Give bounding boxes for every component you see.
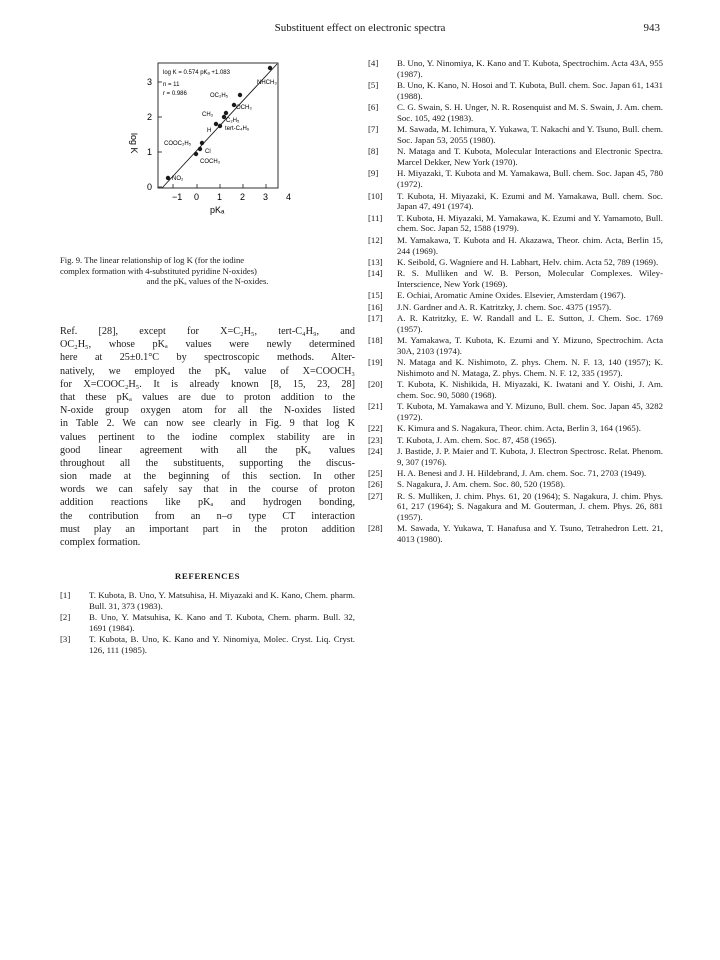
reference-number: [7] [368, 124, 379, 135]
x-tick-label: 1 [217, 192, 223, 202]
reference-number: [26] [368, 479, 383, 490]
reference-number: [5] [368, 80, 379, 91]
references-heading: REFERENCES [174, 571, 241, 582]
reference-item [368, 446, 663, 468]
body-line: Ref. [28], except for X=C₂H₅, tert-C₄H₉, and [60, 326, 355, 337]
body-line: addition reactions like pKₐ and hydrogen bonding, [60, 497, 355, 509]
right-column [368, 58, 663, 546]
reference-number: [12] [368, 234, 383, 245]
body-line: throughout all the substituents, supporting the discus- [60, 457, 355, 469]
caption-line: Fig. 9. The linear relationship of log K (for the iodine [60, 255, 245, 265]
x-tick-label: 2 [240, 192, 246, 202]
reference-text: E. Ochiai, Aromatic Amine Oxides. Elsevier, Amsterdam (1967). [397, 290, 626, 301]
reference-number: [16] [368, 301, 383, 312]
reference-number: [11] [368, 212, 383, 223]
reference-text: T. Kubota, H. Miyazaki, M. Yamakawa, K. Ezumi and Y. Yamamoto, Bull. chem. Soc. Japan 52, 1588 (1979). [397, 212, 663, 234]
reference-item [368, 423, 663, 434]
reference-item [368, 357, 663, 379]
reference-text: K. Seibold, G. Wagniere and H. Labhart, Helv. chim. Acta 52, 789 (1969). [397, 256, 659, 267]
reference-number: [8] [368, 146, 379, 157]
reference-number: [1] [60, 590, 71, 601]
reference-item [368, 335, 663, 357]
body-line: for X=COOC₂H₅. It is already known [8, 15, 23, 28] [60, 378, 355, 390]
reference-number: [6] [368, 102, 379, 113]
body-line: N-oxide group oxygen atom for all the N-oxides listed [60, 405, 355, 417]
body-line: OC₂H₅, whose pKₐ values were newly determined [60, 339, 355, 351]
body-line: the contribution from an n–σ type CT interaction [60, 510, 355, 522]
reference-text: J.N. Gardner and A. R. Katritzky, J. chem. Soc. 4375 (1957). [397, 301, 612, 312]
x-axis-label: pKₐ [210, 205, 225, 215]
y-tick-label: 3 [147, 77, 153, 87]
body-line: sion made at the beginning of this section. In other [60, 471, 355, 483]
reference-number: [10] [368, 190, 383, 201]
body-line: here at 25±0.1°C by spectroscopic methods. Alter- [60, 352, 355, 364]
y-axis-label: log K [129, 133, 139, 154]
reference-item [368, 290, 663, 301]
reference-item [368, 491, 663, 523]
reference-text: T. Kubota, M. Yamakawa and Y. Mizuno, Bull. chem. Soc. Japan 45, 3282 (1972). [397, 401, 663, 422]
data-point [238, 93, 242, 97]
reference-item [368, 146, 663, 168]
left-column [60, 325, 355, 656]
n-label: n = 11 [163, 82, 180, 88]
data-point [268, 66, 272, 70]
data-point [224, 111, 228, 115]
point-label: OC₂H₅ [210, 93, 229, 99]
point-label: COOC₂H₅ [164, 141, 192, 147]
reference-text: J. Bastide, J. P. Maier and T. Kubota, J. Electron Spectrosc. Relat. Phenom. 9, 307 (1976). [397, 445, 663, 467]
reference-list-right [368, 58, 663, 545]
body-line: words we can safely say that in the course of proton [60, 484, 355, 496]
data-point [200, 141, 204, 145]
reference-text: N. Mataga and T. Kubota, Molecular Interactions and Electronic Spectra. Marcel Dekker, New York (1970). [397, 146, 663, 168]
reference-item [368, 468, 663, 479]
body-line: good linear agreement with all the pKₐ values [60, 444, 355, 456]
running-title: Substituent effect on electronic spectra [274, 22, 446, 34]
reference-list-left [60, 590, 355, 656]
point-label: COCH₃ [200, 159, 221, 165]
x-tick-label: 0 [194, 192, 200, 202]
reference-item [368, 235, 663, 257]
reference-item [368, 523, 663, 545]
reference-number: [19] [368, 357, 383, 368]
reference-text: M. Sawada, Y. Yukawa, T. Hanafusa and Y. Tsuno, Tetrahedron Lett. 21, 4013 (1980). [397, 523, 663, 545]
body-line: natively, we employed the pKₐ value of X=COOCH₃ [60, 365, 355, 377]
reference-item [368, 302, 663, 313]
reference-number: [2] [60, 612, 71, 623]
reference-number: [13] [368, 256, 383, 267]
reference-number: [3] [60, 634, 71, 645]
reference-item [368, 58, 663, 80]
reference-item [60, 634, 355, 656]
reference-text: T. Kubota, J. Am. chem. Soc. 87, 458 (1965). [397, 434, 557, 445]
reference-number: [23] [368, 434, 383, 445]
reference-text: M. Yamakawa, T. Kubota and H. Akazawa, Theor. chim. Acta, Berlin 15, 244 (1969). [397, 234, 663, 256]
reference-number: [14] [368, 268, 383, 279]
reference-number: [4] [368, 58, 379, 68]
reference-item [368, 313, 663, 335]
reference-text: M. Yamakawa, T. Kubota, K. Ezumi and Y. Mizuno, Spectrochim. Acta 30A, 2103 (1974). [397, 334, 663, 356]
page-number: 943 [643, 22, 660, 34]
reference-text: R. S. Mulliken, J. chim. Phys. 61, 20 (1964); S. Nagakura, J. chim. Phys. 61, 217 (1964); S. Nagakura and M. Gouterman, J. chem. Phys. 26, 881 (1957). [397, 490, 663, 523]
y-tick-label: 0 [147, 182, 153, 192]
point-label: NHCH₃ [257, 80, 277, 86]
reference-text: T. Kubota, B. Uno, K. Kano and Y. Ninomiya, Molec. Cryst. Liq. Cryst. 126, 111 (1985). [89, 634, 355, 656]
reference-number: [27] [368, 490, 383, 501]
reference-text: T. Kubota, K. Nishikida, H. Miyazaki, K. Iwatani and Y. Oishi, J. Am. chem. Soc. 90, 5080 (1968). [397, 379, 663, 400]
reference-item [368, 124, 663, 146]
r-label: r = 0.986 [163, 91, 187, 97]
reference-text: A. R. Katritzky, E. W. Randall and L. E. Sutton, J. Chem. Soc. 1769 (1957). [397, 312, 663, 334]
figure-9-plot [60, 55, 360, 250]
reference-item [60, 590, 355, 612]
y-tick-label: 1 [147, 147, 153, 157]
x-tick-label: −1 [172, 192, 183, 202]
x-tick-label: 3 [263, 192, 269, 202]
reference-text: H. A. Benesi and J. H. Hildebrand, J. Am. chem. Soc. 71, 2703 (1949). [397, 467, 647, 478]
reference-item [368, 268, 663, 290]
reference-number: [15] [368, 290, 383, 301]
data-point [218, 124, 222, 128]
caption-line: and the pKₐ values of the N-oxides. [146, 276, 269, 286]
point-label: OCH₃ [236, 105, 252, 111]
data-point [198, 147, 202, 151]
reference-text: B. Uno, Y. Ninomiya, K. Kano and T. Kubota, Spectrochim. Acta 43A, 955 (1987). [397, 58, 663, 79]
reference-number: [18] [368, 334, 383, 345]
reference-item [368, 213, 663, 235]
point-label: tert-C₄H₉ [225, 126, 250, 132]
reference-number: [25] [368, 467, 383, 478]
point-label: H [207, 128, 212, 134]
reference-number: [9] [368, 168, 379, 179]
reference-text: C. G. Swain, S. H. Unger, N. R. Rosenquist and M. S. Swain, J. Am. chem. Soc. 105, 492 (1983). [397, 102, 663, 123]
y-tick-label: 2 [147, 112, 153, 122]
reference-item [368, 168, 663, 190]
data-point [194, 152, 198, 156]
data-point [166, 176, 170, 180]
page-header [60, 22, 660, 42]
reference-text: H. Miyazaki, T. Kubota and M. Yamakawa, Bull. chem. Soc. Japan 45, 780 (1972). [397, 168, 663, 190]
figure-caption [60, 255, 355, 287]
reference-number: [28] [368, 523, 383, 534]
reference-number: [21] [368, 401, 383, 412]
body-line: must play an important part in the proton addition [60, 523, 355, 535]
reference-text: M. Sawada, M. Ichimura, Y. Yukawa, T. Nakachi and Y. Tsuno, Bull. chem. Soc. Japan 53, 2055 (1980). [397, 124, 663, 146]
reference-item [368, 80, 663, 102]
point-label: C₂H₅ [226, 118, 240, 124]
body-line: values pertinent to the iodine complex stability are in [60, 431, 355, 443]
reference-item [368, 379, 663, 401]
x-tick-label: 4 [286, 192, 292, 202]
body-paragraph [60, 325, 355, 549]
point-label: NO₂ [172, 176, 184, 182]
reference-item [368, 102, 663, 124]
reference-number: [17] [368, 312, 383, 323]
reference-item [60, 612, 355, 634]
point-label: Cl [205, 149, 211, 155]
reference-item [368, 479, 663, 490]
reference-item [368, 191, 663, 213]
body-line: in Table 2. We can now see clearly in Fig. 9 that log K [60, 418, 355, 430]
reference-number: [20] [368, 379, 383, 390]
reference-item [368, 435, 663, 446]
reference-number: [24] [368, 445, 383, 456]
regression-equation: log K = 0.574 pKₐ +1.083 [163, 70, 230, 76]
body-line: that these pKₐ values are due to proton addition to the [60, 391, 355, 403]
reference-item [368, 401, 663, 423]
reference-text: R. S. Mulliken and W. B. Person, Molecular Complexes. Wiley-Interscience, New York (1969). [397, 268, 663, 289]
reference-text: S. Nagakura, J. Am. chem. Soc. 80, 520 (1958). [397, 479, 566, 490]
point-label: CH₃ [202, 112, 214, 118]
reference-text: B. Uno, Y. Matsuhisa, K. Kano and T. Kubota, Chem. pharm. Bull. 32, 1691 (1984). [89, 612, 355, 634]
reference-item [368, 257, 663, 268]
body-line: complex formation. [60, 537, 141, 548]
reference-number: [22] [368, 423, 383, 434]
reference-text: T. Kubota, H. Miyazaki, K. Ezumi and M. Yamakawa, Bull. chem. Soc. Japan 47, 491 (1974). [397, 190, 663, 212]
reference-text: K. Kimura and S. Nagakura, Theor. chim. Acta, Berlin 3, 164 (1965). [397, 423, 641, 434]
reference-text: N. Mataga and K. Nishimoto, Z. phys. Chem. N. F. 13, 140 (1957); K. Nishimoto and N. Mataga, Z. phys. Chem. N. F. 12, 335 (1957). [397, 357, 663, 378]
reference-text: B. Uno, K. Kano, N. Hosoi and T. Kubota, Bull. chem. Soc. Japan 61, 1431 (1988). [397, 80, 663, 101]
data-point [214, 122, 218, 126]
reference-text: T. Kubota, B. Uno, Y. Matsuhisa, H. Miyazaki and K. Kano, Chem. pharm. Bull. 31, 373 (1983). [89, 590, 355, 611]
caption-line: complex formation with 4-substituted pyridine N-oxides) [60, 265, 257, 276]
